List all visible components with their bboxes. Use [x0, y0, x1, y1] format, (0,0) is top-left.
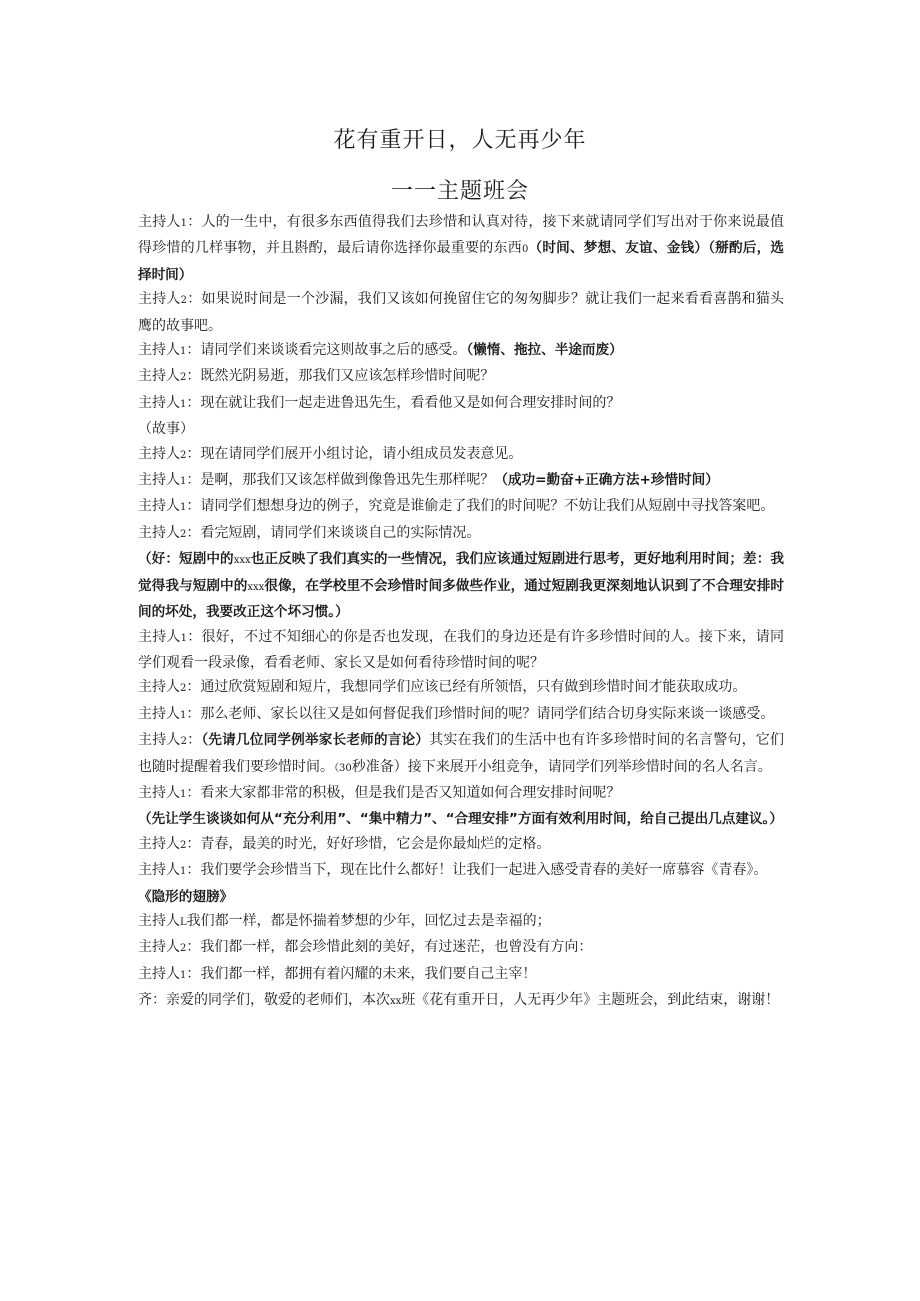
- text-run: 主持人: [138, 965, 180, 982]
- paragraph: [138, 675, 784, 701]
- paragraph: [138, 338, 784, 364]
- text-run: 主持人: [138, 394, 180, 411]
- paragraph: [138, 547, 784, 624]
- small-text: xx: [390, 996, 402, 1008]
- text-run: 主持人: [138, 472, 180, 489]
- text-run: ：现在请同学们展开小组讨论，请小组成员发表意见。: [186, 445, 523, 462]
- text-run: 主持人: [138, 679, 180, 696]
- text-run: ：是啊，那我们又该怎样做到像鲁迅先生那样呢？: [186, 472, 495, 489]
- bold-note: （懒惰、拖拉、半途而废）: [466, 342, 623, 359]
- paragraph: [138, 210, 784, 287]
- text-run: 主持人: [138, 732, 181, 749]
- text-run: ：我们要学会珍惜当下，现在比什么都好！让我们一起进入感受青春的美好一席慕容《青春》。: [186, 862, 768, 879]
- small-text: 2: [180, 943, 187, 955]
- text-run: 主持人: [138, 628, 181, 645]
- paragraph: [138, 625, 784, 676]
- text-run: ：看来大家都非常的积极，但是我们是否又知道如何合理安排时间呢？: [186, 784, 621, 801]
- text-run: ：: [186, 732, 202, 749]
- bold-note: （好：短剧中的: [138, 551, 234, 568]
- small-text: 1: [180, 969, 187, 981]
- small-text: 1: [180, 709, 187, 721]
- text-run: 主持人: [138, 498, 180, 515]
- text-run: ：人的一生中，有很多东西值得我们去珍惜和认真对待，接下来就请同学们写出对于你来说最值得珍惜的几样事物，并且斟酌，最后请你选择你最重要的东西: [138, 214, 785, 257]
- text-run: 主持人: [138, 912, 180, 929]
- text-run: ：现在就让我们一起走进鲁迅先生，看看他又是如何合理安排时间的？: [186, 394, 621, 411]
- bold-note: （成功=勤奋+正确方法+珍惜时间）: [494, 472, 719, 489]
- text-run: 主持人: [138, 705, 180, 722]
- text-run: 主持人: [138, 342, 180, 359]
- small-text: 0: [521, 244, 529, 256]
- text-run: ：我们都一样，都拥有着闪耀的未来，我们要自己主宰！: [186, 965, 537, 982]
- paragraph: [138, 494, 784, 520]
- small-text: 2: [180, 449, 187, 461]
- text-run: （故事）: [138, 421, 194, 438]
- bold-note: （先请几位同学例举家长老师的言论）: [201, 732, 430, 749]
- bold-note: （先让学生谈谈如何从“充分利用”、“集中精力”、“合理安排”方面有效利用时间，给自己提出几点建议。）: [138, 811, 783, 828]
- text-run: ：很好，不过不知细心的你是否也发现，在我们的身边还是有许多珍惜时间的人。接下来，请同学们观看一段录像，看看老师、家长又是如何看待珍惜时间的呢？: [138, 628, 785, 671]
- paragraph: [138, 364, 784, 390]
- paragraph: [138, 287, 784, 338]
- small-text: xxx: [247, 581, 265, 593]
- text-run: 主持人: [138, 524, 180, 541]
- text-run: 主持人: [138, 862, 180, 879]
- paragraph: [138, 468, 784, 494]
- paragraph: [138, 728, 784, 781]
- small-text: 1: [180, 632, 188, 644]
- text-run: 齐：亲爱的同学们，敬爱的老师们，本次: [138, 992, 390, 1009]
- small-text: 1: [180, 476, 187, 488]
- text-run: 主持人: [138, 291, 181, 308]
- small-text: 1: [180, 866, 187, 878]
- text-run: ：青春，最美的时光，好好珍惜，它会是你最灿烂的定格。: [186, 835, 551, 852]
- text-run: 秒准备）接下来展开小组竞争，请同学们列举珍惜时间的名人名言。: [351, 758, 772, 775]
- paragraph: [138, 702, 784, 728]
- paragraph: [138, 417, 784, 441]
- small-text: 2: [180, 839, 187, 851]
- small-text: （30: [334, 762, 352, 774]
- bold-note: 很像，在学校里不会珍惜时间多做些作业，通过短剧我更深刻地认识到了不合理安排时间的坏处，我要改正这个坏习惯。）: [138, 577, 784, 621]
- bold-note: （时间、梦想、友谊、金钱）（掰酌后，选择时间）: [138, 240, 784, 283]
- small-text: 2: [180, 372, 187, 384]
- bold-note: 《隐形的翅膀》: [138, 888, 234, 905]
- text-run: ：请同学们想想身边的例子，究竟是谁偷走了我们的时间呢？不妨让我们从短剧中寻找答案吧。: [186, 498, 775, 515]
- small-text: xxx: [233, 555, 251, 567]
- paragraph: [138, 807, 784, 831]
- small-text: 1: [180, 502, 187, 514]
- small-text: 2: [180, 528, 187, 540]
- text-run: ：请同学们来谈谈看完这则故事之后的感受。: [186, 342, 467, 359]
- document-body: [138, 210, 784, 1015]
- text-run: 主持人: [138, 835, 180, 852]
- text-run: ：既然光阴易逝，那我们又应该怎样珍惜时间呢？: [186, 368, 495, 385]
- small-text: 2: [180, 736, 187, 748]
- text-run: 其实在我们的生活中也有许多珍惜时间的名言警句，它们也随时提醒着我们要珍惜时间。: [138, 732, 785, 775]
- small-text: 2: [180, 683, 187, 695]
- paragraph: [138, 909, 784, 935]
- text-run: ：看完短剧，请同学们来谈谈自己的实际情况。: [186, 524, 481, 541]
- text-run: 主持人: [138, 939, 180, 956]
- paragraph: [138, 521, 784, 547]
- paragraph: [138, 858, 784, 884]
- paragraph: [138, 442, 784, 468]
- document-title: 花有重开日，人无再少年: [333, 128, 587, 153]
- paragraph: [138, 391, 784, 417]
- text-run: ：那么老师、家长以往又是如何督促我们珍惜时间的呢？请同学们结合切身实际来谈一谈感受。: [186, 705, 775, 722]
- small-text: 1: [180, 346, 187, 358]
- bold-note: 也正反映了我们真实的一些情况，我们应该通过短剧进行思考，更好地利用时间；差：我觉得我与短剧中的: [138, 551, 785, 594]
- small-text: 2: [180, 295, 188, 307]
- document-subtitle: 一一主题班会: [390, 179, 529, 204]
- small-text: 1: [180, 218, 188, 229]
- paragraph: [138, 781, 784, 807]
- text-run: 我们都一样，都是怀揣着梦想的少年，回忆过去是幸福的；: [186, 912, 551, 929]
- small-text: L: [180, 916, 187, 928]
- text-run: 主持人: [138, 784, 180, 801]
- text-run: ：如果说时间是一个沙漏，我们又该如何挽留住它的匆匆脚步？就让我们一起来看看喜鹊和猫头鹰的故事吧。: [138, 291, 785, 334]
- paragraph: [138, 832, 784, 858]
- text-run: 主持人: [138, 214, 181, 230]
- paragraph: [138, 885, 784, 909]
- small-text: 1: [180, 398, 187, 410]
- text-run: ：通过欣赏短剧和短片，我想同学们应该已经有所领悟，只有做到珍惜时间才能获取成功。: [186, 679, 747, 696]
- paragraph: [138, 962, 784, 988]
- text-run: ：我们都一样，都会珍惜此刻的美好，有过迷茫，也曾没有方向：: [186, 939, 593, 956]
- text-run: 主持人: [138, 445, 180, 462]
- text-run: 主持人: [138, 368, 180, 385]
- paragraph: [138, 935, 784, 961]
- paragraph: [138, 988, 784, 1014]
- text-run: 班《花有重开日，人无再少年》主题班会，到此结束，谢谢！: [401, 992, 780, 1009]
- small-text: 1: [180, 788, 187, 800]
